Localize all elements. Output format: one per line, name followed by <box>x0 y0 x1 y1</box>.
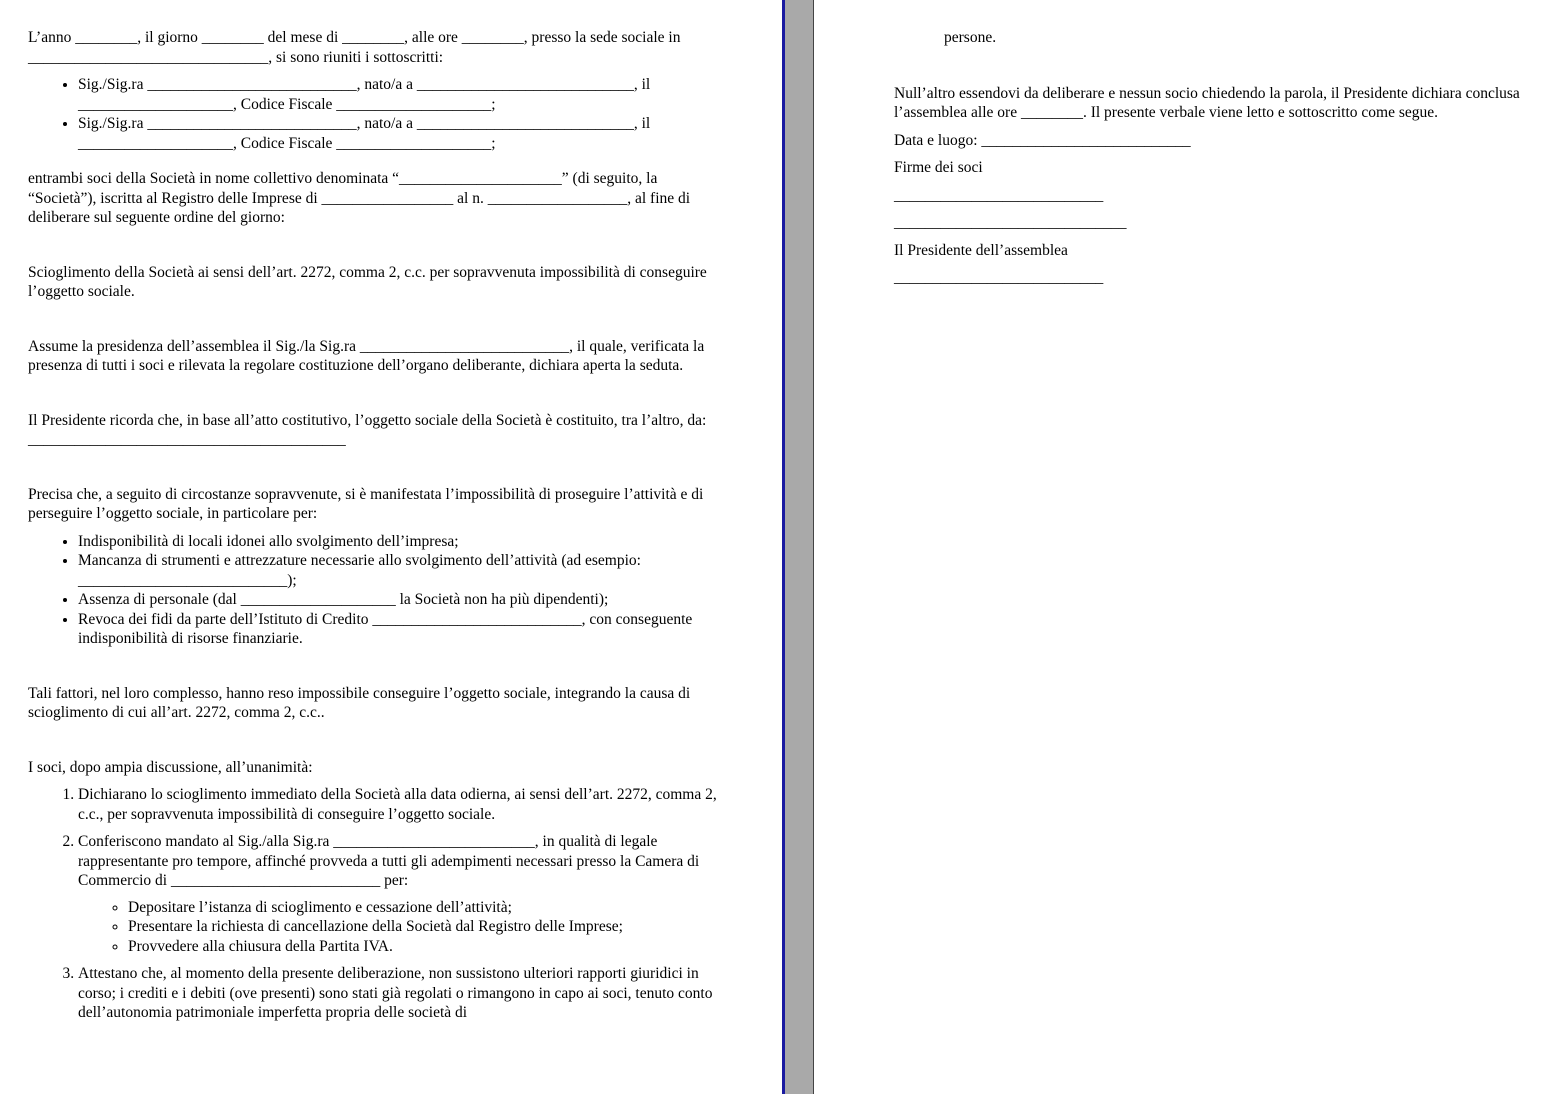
reason-item: • Indisponibilità di locali idonei allo svolgimento dell’impresa; <box>78 532 718 552</box>
corporate-purpose-paragraph: Il Presidente ricorda che, in base all’atto costitutivo, l’oggetto sociale della Società è costituito, tra l’altro, da: _________________________________________ <box>28 411 707 448</box>
presidency-paragraph: Assume la presidenza dell’assemblea il Sig./la Sig.ra ___________________________, il quale, verificata la presenza di tutti i soci e rilevata la regolare costituzione dell’organo deliberante, dichiara aperta la seduta. <box>28 337 705 374</box>
resolution-item <box>78 832 718 956</box>
attendee-item: • Sig./Sig.ra ___________________________, nato/a a ____________________________, il ____________________, Codice Fiscale ____________________; <box>78 75 718 114</box>
date-place-field: Data e luogo: ___________________________ <box>894 131 1191 149</box>
page-right-content <box>894 28 1564 288</box>
signature-line: ___________________________ <box>894 186 1104 204</box>
signatures-label: Firme dei soci <box>894 159 983 176</box>
unanimity-paragraph: I soci, dopo ampia discussione, all’unanimità: <box>28 758 313 776</box>
continuation-text: persone. <box>944 29 997 46</box>
resolutions-list <box>28 785 718 1023</box>
page-left-content <box>28 28 718 1031</box>
factors-paragraph: Tali fattori, nel loro complesso, hanno reso impossibile conseguire l’oggetto sociale, integrando la causa di scioglimento di cui all’art. 2272, comma 2, c.c.. <box>28 684 691 721</box>
document-page-right <box>814 0 1566 1094</box>
opening-paragraph: L’anno ________, il giorno ________ del mese di ________, alle ore ________, presso la sede sociale in _______________________________, si sono riuniti i sottoscritti: <box>28 29 681 66</box>
document-page-left <box>0 0 782 1094</box>
tasks-list <box>78 898 718 957</box>
task-item: ◦ Provvedere alla chiusura della Partita IVA. <box>128 937 718 957</box>
attendees-list <box>28 75 718 153</box>
agenda-paragraph: Scioglimento della Società ai sensi dell’art. 2272, comma 2, c.c. per sopravvenuta impossibilità di conseguire l’oggetto sociale. <box>28 263 707 300</box>
attendee-item: • Sig./Sig.ra ___________________________, nato/a a ____________________________, il ____________________, Codice Fiscale ____________________; <box>78 114 718 153</box>
task-item: ◦ Depositare l’istanza di scioglimento e cessazione dell’attività; <box>128 898 718 918</box>
task-item: ◦ Presentare la richiesta di cancellazione della Società dal Registro delle Imprese; <box>128 917 718 937</box>
reason-item: • Assenza di personale (dal ____________________ la Società non ha più dipendenti); <box>78 590 718 610</box>
page-separator <box>782 0 814 1094</box>
resolution-text: Conferiscono mandato al Sig./alla Sig.ra __________________________, in qualità di legale rappresentante pro tempore, affinché provveda a tutti gli adempimenti necessari presso la Camera di Commercio di ___________________________ per: <box>78 833 700 889</box>
signature-line: ______________________________ <box>894 214 1127 231</box>
reasons-list <box>28 532 718 649</box>
circumstances-paragraph: Precisa che, a seguito di circostanze sopravvenute, si è manifestata l’impossibilità di proseguire l’attività e di perseguire l’oggetto sociale, in particolare per: <box>28 485 704 522</box>
reason-item: • Revoca dei fidi da parte dell’Istituto di Credito ___________________________, con conseguente indisponibilità di risorse finanziarie. <box>78 610 718 649</box>
closing-paragraph: Null’altro essendovi da deliberare e nessun socio chiedendo la parola, il Presidente dichiara conclusa l’assemblea alle ore ________. Il presente verbale viene letto e sottoscritto come segue. <box>894 84 1520 121</box>
president-signature-line: ___________________________ <box>894 269 1104 286</box>
resolution-item: 1. Dichiarano lo scioglimento immediato della Società alla data odierna, ai sensi dell’art. 2272, comma 2, c.c., per sopravvenuta impossibilità di conseguire l’oggetto sociale. <box>78 785 718 824</box>
reason-item: • Mancanza di strumenti e attrezzature necessarie allo svolgimento dell’attività (ad esempio: ___________________________); <box>78 551 718 590</box>
resolution-item: 3. Attestano che, al momento della presente deliberazione, non sussistono ulteriori rapporti giuridici in corso; i crediti e i debiti (ove presenti) sono stati già regolati o rimangono in capo ai soci, tenuto conto dell’autonomia patrimoniale imperfetta propria delle società di <box>78 964 718 1023</box>
company-paragraph: entrambi soci della Società in nome collettivo denominata “_____________________” (di seguito, la “Società”), iscritta al Registro delle Imprese di _________________ al n. __________________, al fine di deliberare sul seguente ordine del giorno: <box>28 170 691 226</box>
president-label: Il Presidente dell’assemblea <box>894 241 1068 259</box>
